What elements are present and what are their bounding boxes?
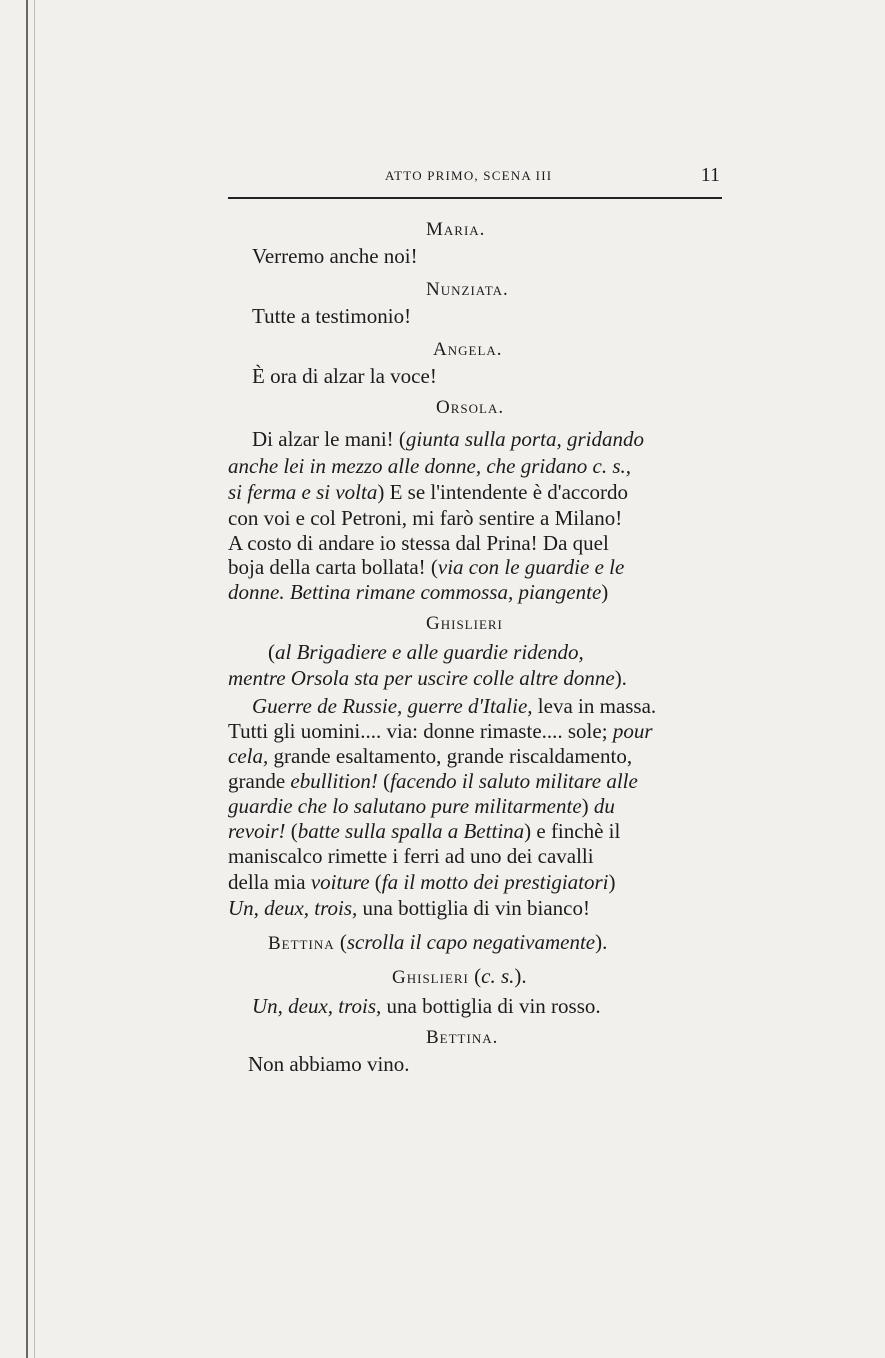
speaker-maria: Maria. [426,219,486,240]
ghislieri-direction-1: (al Brigadiere e alle guardie ridendo, [268,640,584,664]
ghislieri-line-9: Un, deux, trois, una bottiglia di vin bianco! [228,896,590,920]
line-angela: È ora di alzar la voce! [252,364,437,388]
orsola-line-4: con voi e col Petroni, mi farò sentire a Milano! [228,506,623,530]
line-maria: Verremo anche noi! [252,244,418,268]
ghislieri-line-3: cela, grande esaltamento, grande riscaldamento, [228,744,633,768]
line-nunziata: Tutte a testimonio! [252,304,412,328]
page-number: 11 [700,164,720,186]
binding-shadow [34,0,35,1358]
ghislieri-line-4: grande ebullition! (facendo il saluto militare alle [228,769,638,793]
ghislieri-line-6: revoir! (batte sulla spalla a Bettina) e finchè il [228,819,621,843]
orsola-line-2: anche lei in mezzo alle donne, che gridano c. s., [228,454,631,478]
ghislieri-line-8: della mia voiture (fa il motto dei prestigiatori) [228,870,616,894]
bettina-cue: Bettina (scrolla il capo negativamente). [268,930,608,954]
speaker-nunziata: Nunziata. [426,279,509,300]
orsola-line-6: boja della carta bollata! (via con le guardie e le [228,555,625,579]
orsola-line-5: A costo di andare io stessa dal Prina! Da quel [228,531,609,555]
speaker-orsola: Orsola. [436,397,505,418]
ghislieri-line-1: Guerre de Russie, guerre d'Italie, leva in massa. [252,694,657,718]
page-header [230,166,722,190]
ghislieri-cue-2: Ghislieri (c. s.). [392,964,527,988]
orsola-line-7: donne. Bettina rimane commossa, piangente) [228,580,609,604]
orsola-line-3: si ferma e si volta) E se l'intendente è d'accordo [228,480,629,504]
binding-edge [26,0,28,1358]
ghislieri-line-5: guardie che lo salutano pure militarmente) du [228,794,615,818]
running-title: ATTO PRIMO, SCENA III [385,168,553,183]
speaker-ghislieri-2: Ghislieri [392,967,469,988]
header-rule [228,197,722,199]
orsola-line-1: Di alzar le mani! (giunta sulla porta, gridando [252,427,644,451]
ghislieri-direction-2: mentre Orsola sta per uscire colle altre donne). [228,666,627,690]
speaker-angela: Angela. [433,339,503,360]
speaker-bettina: Bettina [268,933,335,954]
line-bettina: Non abbiamo vino. [248,1052,410,1076]
speaker-bettina-2: Bettina. [426,1027,499,1048]
speaker-ghislieri: Ghislieri [426,613,503,634]
ghislieri-line-rosso: Un, deux, trois, una bottiglia di vin rosso. [252,994,601,1018]
ghislieri-line-2: Tutti gli uomini.... via: donne rimaste.... sole; pour [228,719,653,743]
ghislieri-line-7: maniscalco rimette i ferri ad uno dei cavalli [228,844,594,868]
